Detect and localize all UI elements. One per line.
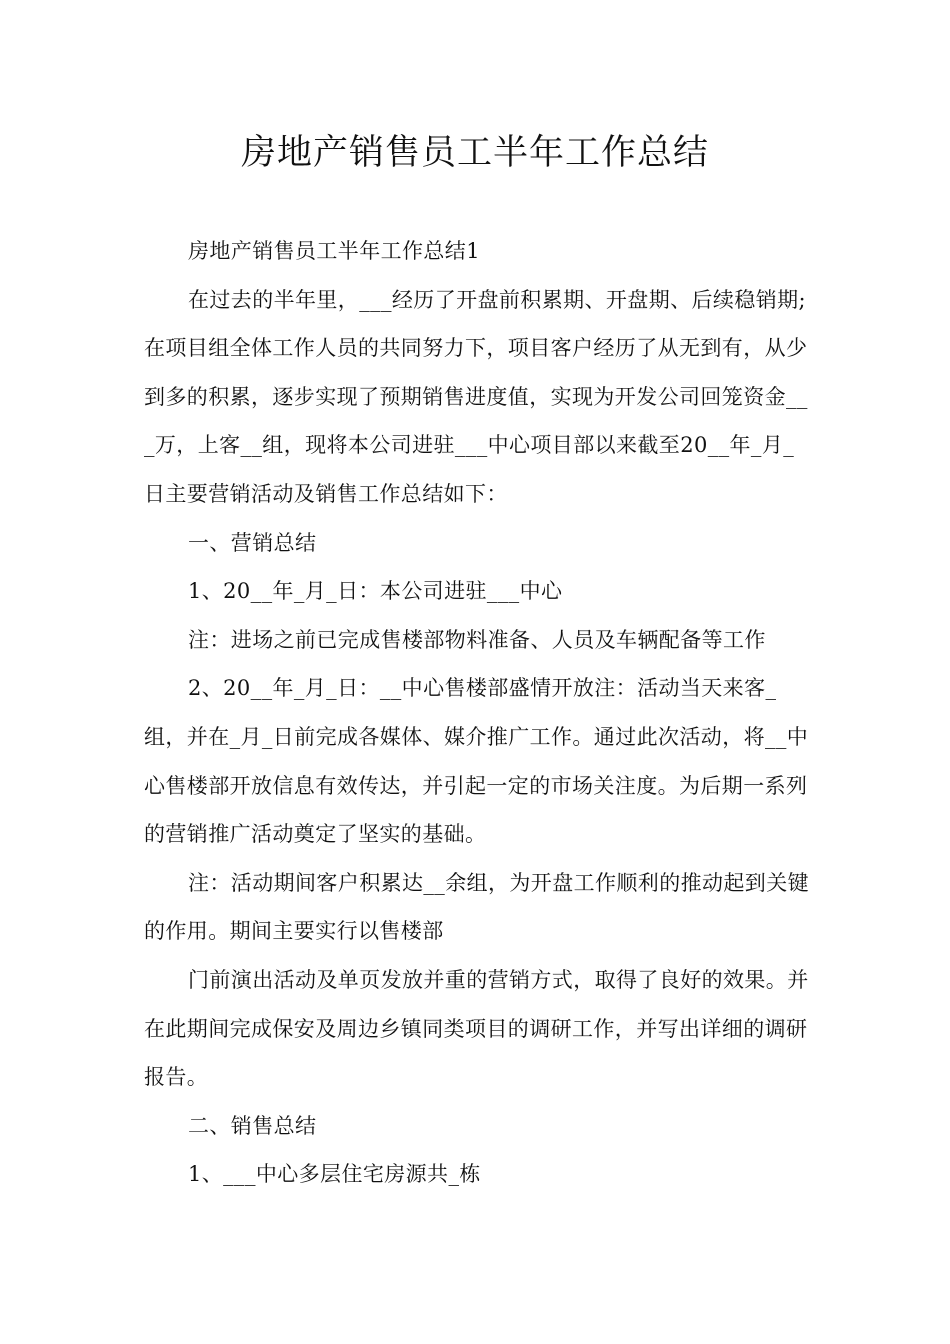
section-heading-marketing: 一、营销总结 (188, 530, 317, 555)
paragraph-note-2: 注：活动期间客户积累达__余组，为开盘工作顺利的推动起到关键的作用。期间主要实行以售楼部 (144, 870, 809, 944)
paragraph-item-2: 2、20__年_月_日：__中心售楼部盛情开放注：活动当天来客_组，并在_月_日前完成各媒体、媒介推广工作。通过此次活动，将__中心售楼部开放信息有效传达，并引起一定的市场关注度。为后期一系列的营销推广活动奠定了坚实的基础。 (144, 676, 809, 847)
document-body (144, 227, 812, 1199)
document-title: 房地产销售员工半年工作总结 (240, 133, 709, 173)
paragraph-subtitle: 房地产销售员工半年工作总结1 (188, 239, 480, 263)
paragraph-intro: 在过去的半年里，___经历了开盘前积累期、开盘期、后续稳销期;在项目组全体工作人员的共同努力下，项目客户经历了从无到有，从少到多的积累，逐步实现了预期销售进度值，实现为开发公司回笼资金___万，上客__组，现将本公司进驻___中心项目部以来截至20__年_月_日主要营销活动及销售工作总结如下： (144, 287, 808, 506)
paragraph-sales-item-1: 1、___中心多层住宅房源共_栋 (188, 1162, 481, 1187)
paragraph-continuation: 门前演出活动及单页发放并重的营销方式，取得了良好的效果。并在此期间完成保安及周边乡镇同类项目的调研工作，并写出详细的调研报告。 (144, 967, 809, 1090)
paragraph-note-1: 注：进场之前已完成售楼部物料准备、人员及车辆配备等工作 (188, 627, 766, 652)
section-heading-sales: 二、销售总结 (188, 1113, 317, 1138)
paragraph-item-1: 1、20__年_月_日：本公司进驻___中心 (188, 579, 563, 604)
